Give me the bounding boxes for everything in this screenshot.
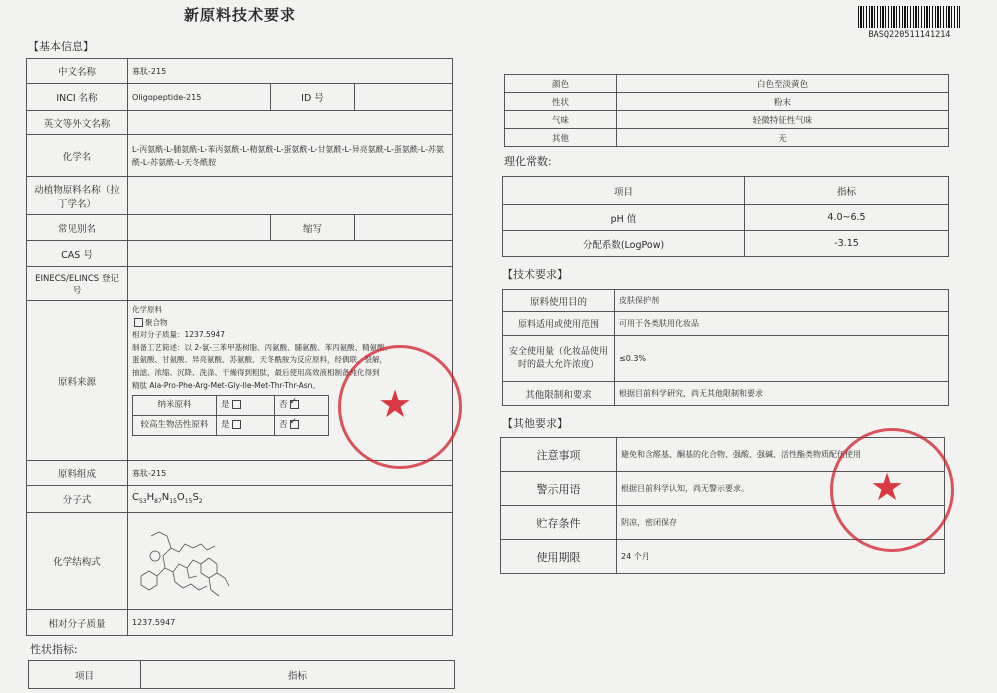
other-value: 24 个月 xyxy=(617,540,945,574)
nano-no-checkbox[interactable] xyxy=(290,400,299,409)
cas-value xyxy=(128,241,453,267)
tech-value: 皮肤保护剂 xyxy=(615,290,949,312)
cn-name-value: 寡肽-215 xyxy=(128,59,453,84)
trait-spec: 无 xyxy=(617,129,949,147)
polymer-option xyxy=(132,317,448,330)
traits-table xyxy=(504,74,949,147)
trait-spec: 白色至淡黄色 xyxy=(617,75,949,93)
barcode-number: BASQ220511141214 xyxy=(868,30,951,40)
other-value: 根据目前科学认知，尚无警示要求。 xyxy=(617,472,945,506)
tech-value: 根据目前科学研究，尚无其他限制和要求 xyxy=(615,382,949,406)
trait-item: 其他 xyxy=(505,129,617,147)
basic-info-heading: 【基本信息】 xyxy=(28,40,94,53)
traits-col-spec: 指标 xyxy=(141,661,455,689)
tech-label: 原料适用或使用范围 xyxy=(503,312,615,336)
source-label: 原料来源 xyxy=(27,301,128,461)
polymer-label: 聚合物 xyxy=(145,317,168,327)
bio-yes: 是 xyxy=(217,416,275,436)
id-value xyxy=(355,84,453,111)
barcode xyxy=(858,6,960,28)
alias-value xyxy=(128,215,271,241)
other-label: 使用期限 xyxy=(501,540,617,574)
nano-label: 纳米原料 xyxy=(133,396,217,416)
tech-heading: 【技术要求】 xyxy=(502,268,568,281)
nano-bio-table xyxy=(132,395,329,436)
chem-name-value: L-丙氨酰-L-脯氨酰-L-苯丙氨酰-L-精氨酰-L-蛋氨酰-L-甘氨酰-L-异亮氨酰-L-蛋氨酰-L-苏氨酰-L-苏氨酰-L-天冬酰胺 xyxy=(128,135,453,177)
trait-item: 性状 xyxy=(505,93,617,111)
traits-heading: 性状指标: xyxy=(30,643,78,656)
tech-table xyxy=(502,289,949,406)
document-title: 新原料技术要求 xyxy=(183,6,296,24)
tech-value: 可用于各类肤用化妆品 xyxy=(615,312,949,336)
other-heading: 【其他要求】 xyxy=(502,417,568,430)
other-label: 警示用语 xyxy=(501,472,617,506)
seal-star-icon: ★ xyxy=(870,465,905,509)
nano-no: 否✓ xyxy=(275,396,329,416)
source-line: 抽滤、浓缩、沉降、洗涤、干燥得到粗肽，最后使用高效液相制备纯化得到 xyxy=(132,367,380,377)
cas-label: CAS 号 xyxy=(27,241,128,267)
structure-value xyxy=(128,513,453,610)
source-line: 制备工艺简述：以 2-氯-三苯甲基树脂、丙氨酸、脯氨酸、苯丙氨酸、精氨酸、 xyxy=(132,342,393,352)
tech-label: 原料使用目的 xyxy=(503,290,615,312)
formula-label: 分子式 xyxy=(27,486,128,513)
other-value: 阴凉，密闭保存 xyxy=(617,506,945,540)
mw-value: 1237.5947 xyxy=(128,610,453,636)
einecs-value xyxy=(128,267,453,301)
id-label: ID 号 xyxy=(271,84,355,111)
physchem-item: 分配系数(LogPow) xyxy=(503,231,745,257)
source-line: 化学原料 xyxy=(132,305,162,314)
other-value: 避免和含醛基、酮基的化合物、强酸、强碱、活性酯类物质配伍使用 xyxy=(617,438,945,472)
chem-name-label: 化学名 xyxy=(27,135,128,177)
plant-name-value xyxy=(128,177,453,215)
physchem-col-item: 项目 xyxy=(503,177,745,205)
physchem-spec: -3.15 xyxy=(745,231,949,257)
trait-spec: 轻微特征性气味 xyxy=(617,111,949,129)
bio-no-checkbox[interactable] xyxy=(290,420,299,429)
nano-yes-checkbox[interactable] xyxy=(232,400,241,409)
formula-value: $C_{53}H_{87}N_{15}O_{15}S_2$ xyxy=(128,486,453,513)
physchem-table xyxy=(502,176,949,257)
bio-no: 否✓ xyxy=(275,416,329,436)
en-name-label: 英文等外文名称 xyxy=(27,111,128,135)
inci-label: INCI 名称 xyxy=(27,84,128,111)
chemical-structure-image xyxy=(131,516,241,602)
nano-yes: 是 xyxy=(217,396,275,416)
mw-label: 相对分子质量 xyxy=(27,610,128,636)
bio-yes-checkbox[interactable] xyxy=(232,420,241,429)
en-name-value xyxy=(128,111,453,135)
einecs-label: EINECS/ELINCS 登记号 xyxy=(27,267,128,301)
composition-label: 原料组成 xyxy=(27,461,128,486)
source-line: 精肽 Ala-Pro-Phe-Arg-Met-Gly-Ile-Met-Thr-Thr-Asn。 xyxy=(132,380,320,390)
physchem-item: pH 值 xyxy=(503,205,745,231)
other-label: 注意事项 xyxy=(501,438,617,472)
traits-header-table xyxy=(28,660,455,689)
traits-col-item: 项目 xyxy=(29,661,141,689)
structure-label: 化学结构式 xyxy=(27,513,128,610)
physchem-col-spec: 指标 xyxy=(745,177,949,205)
plant-name-label: 动植物原料名称（拉丁学名） xyxy=(27,177,128,215)
source-line: 蛋氨酸、甘氨酸、异亮氨酸、苏氨酸、天冬酰胺为反应原料，经偶联、裂解， xyxy=(132,355,387,365)
composition-value: 寡肽-215 xyxy=(128,461,453,486)
source-line: 相对分子质量：1237.5947 xyxy=(132,330,226,340)
cn-name-label: 中文名称 xyxy=(27,59,128,84)
abbr-label: 缩写 xyxy=(271,215,355,241)
alias-label: 常见别名 xyxy=(27,215,128,241)
trait-item: 气味 xyxy=(505,111,617,129)
bio-label: 较高生物活性原料 xyxy=(133,416,217,436)
polymer-checkbox[interactable] xyxy=(134,318,143,327)
trait-item: 颜色 xyxy=(505,75,617,93)
inci-value: Oligopeptide-215 xyxy=(128,84,271,111)
tech-value: ≤0.3% xyxy=(615,336,949,382)
trait-spec: 粉末 xyxy=(617,93,949,111)
physchem-heading: 理化常数: xyxy=(504,155,552,168)
tech-label: 安全使用量（化妆品使用时的最大允许浓度） xyxy=(503,336,615,382)
tech-label: 其他限制和要求 xyxy=(503,382,615,406)
abbr-value xyxy=(355,215,453,241)
other-label: 贮存条件 xyxy=(501,506,617,540)
physchem-spec: 4.0~6.5 xyxy=(745,205,949,231)
seal-star-icon: ★ xyxy=(378,382,413,426)
